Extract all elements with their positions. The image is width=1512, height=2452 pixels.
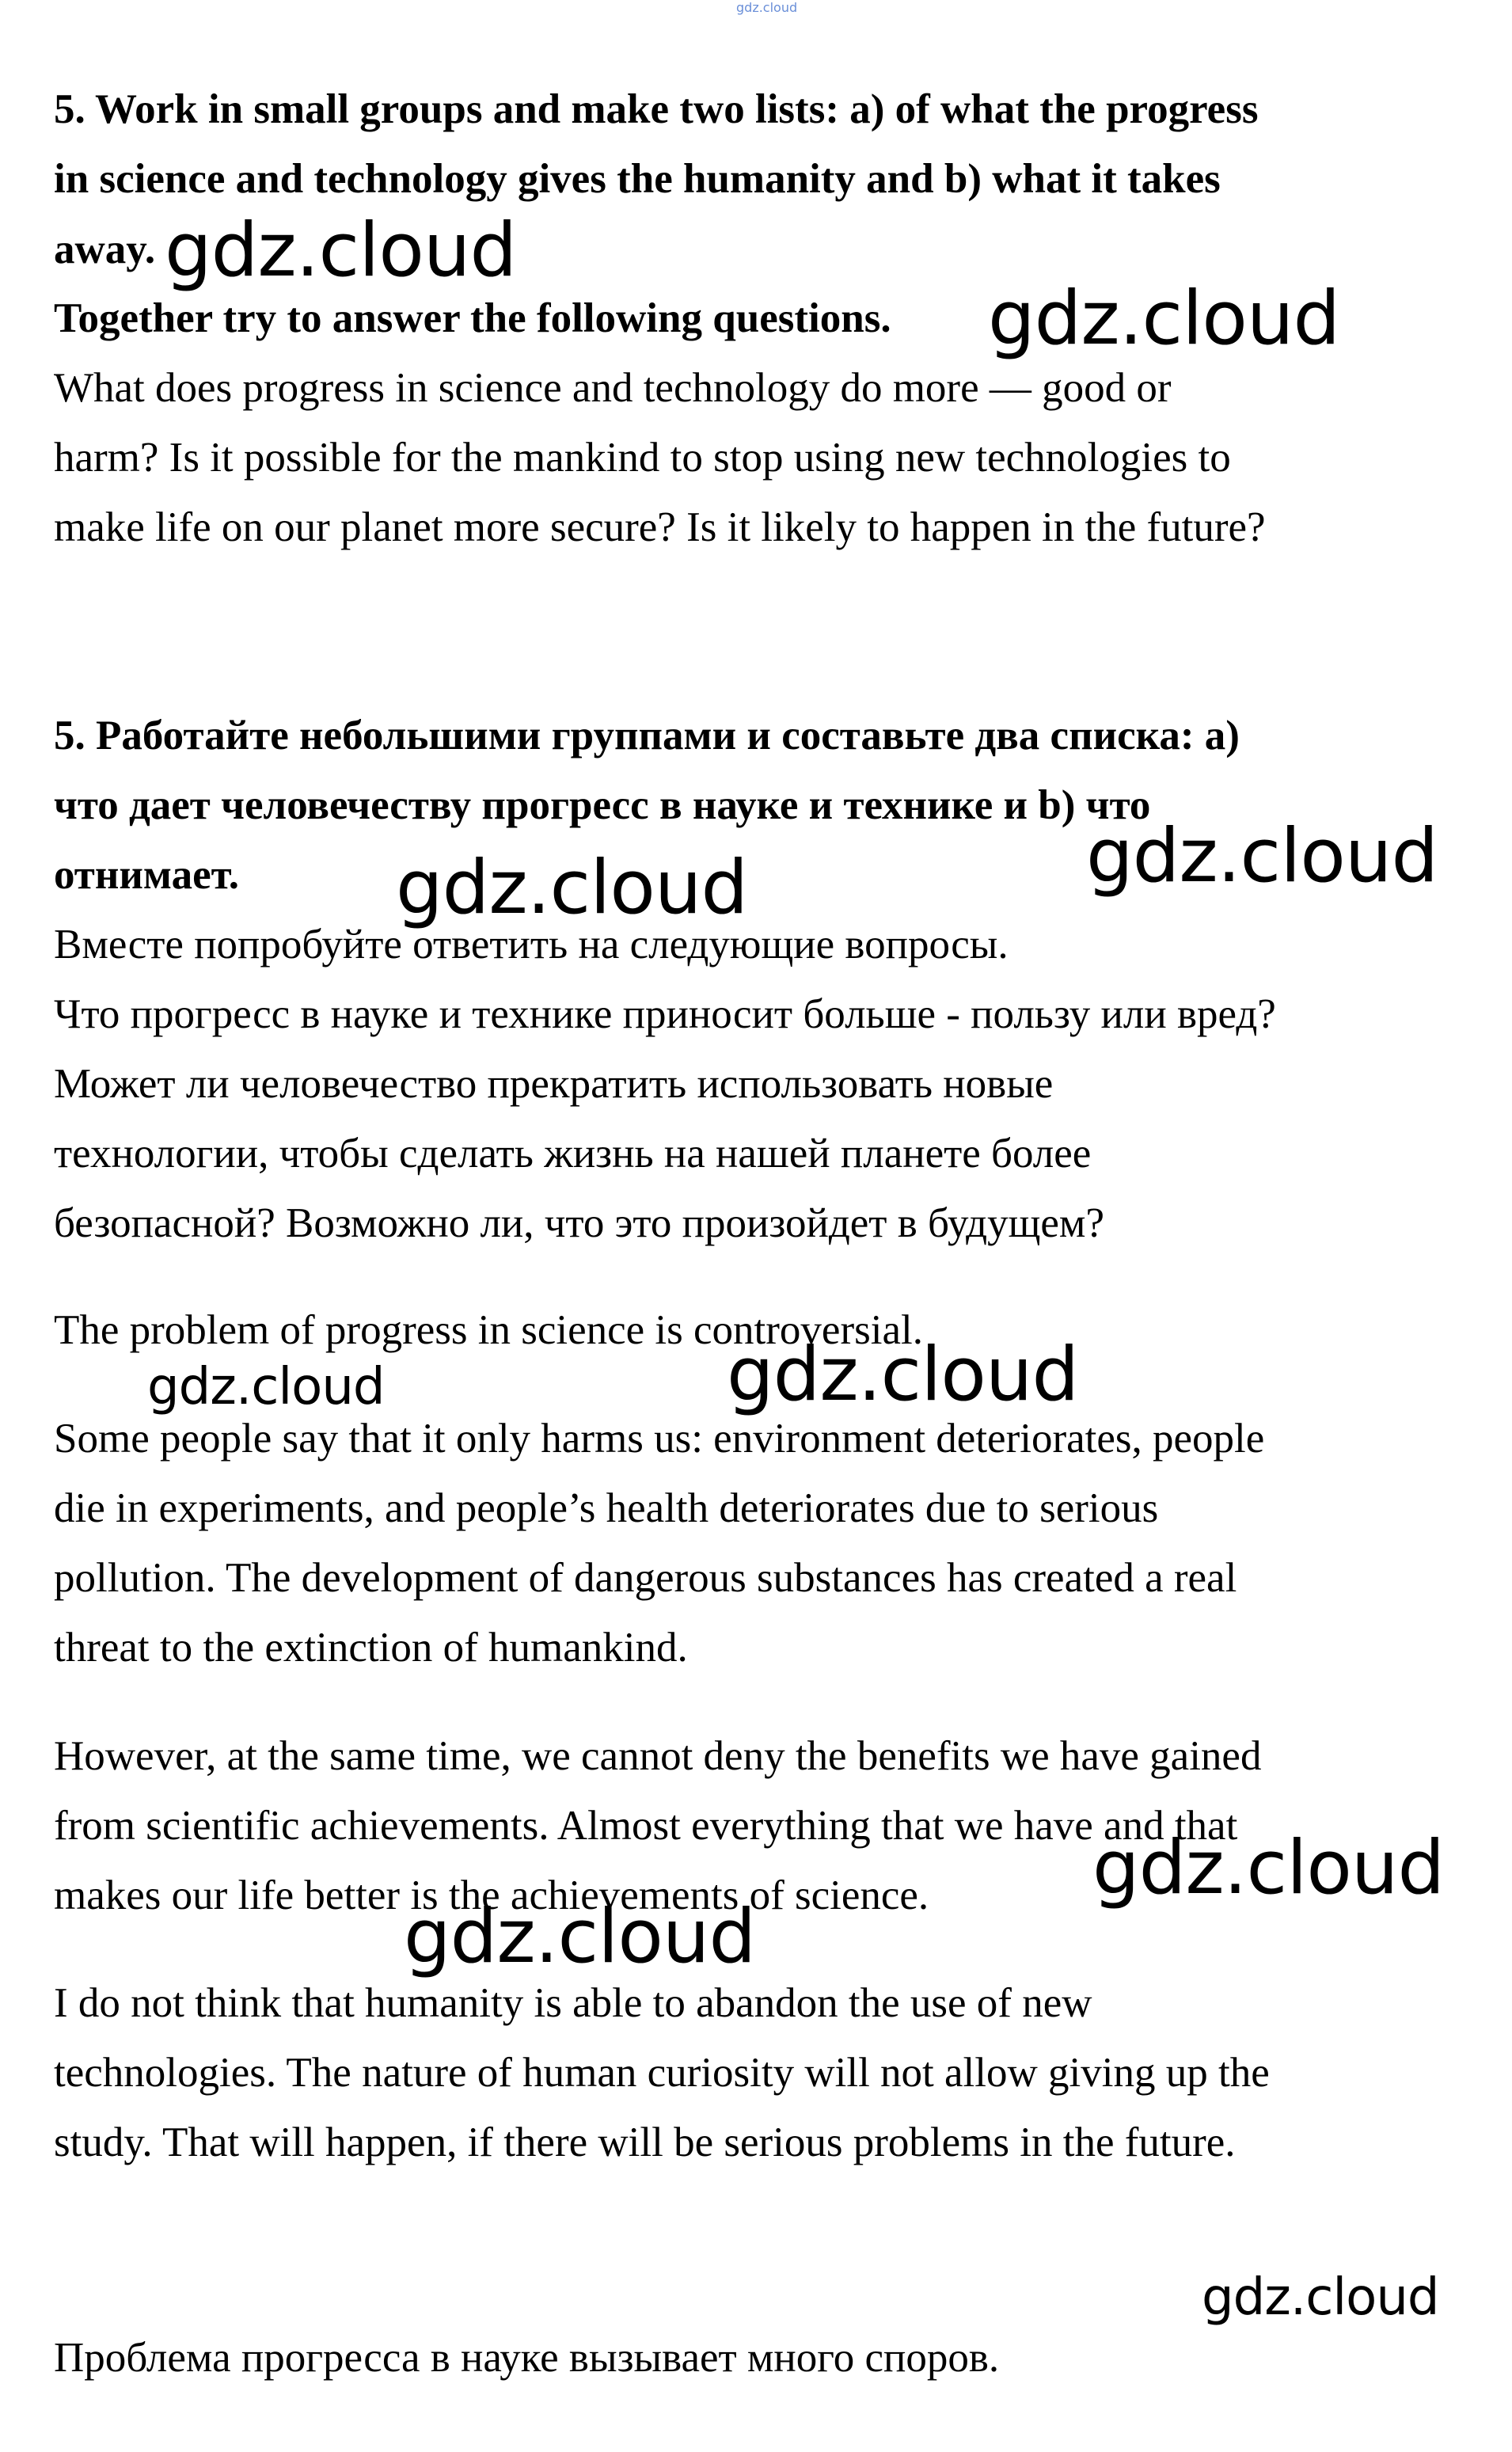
russian-question-line-1: Что прогресс в науке и технике приносит больше - пользу или вред? [54,991,1276,1037]
russian-task-line-2: что дает человечеству прогресс в науке и технике и b) что [54,782,1151,828]
russian-task-line-1: 5. Работайте небольшими группами и составьте два списка: а) [54,713,1240,758]
answer-paragraph-2-line-3: pollution. The development of dangerous substances has created a real [54,1555,1237,1601]
watermark: gdz.cloud [1202,2268,1439,2327]
answer-paragraph-2-line-2: die in experiments, and people’s health deteriorates due to serious [54,1485,1159,1531]
answer-paragraph-4-line-3: study. That will happen, if there will be serious problems in the future. [54,2119,1236,2165]
russian-question-line-3: технологии, чтобы сделать жизнь на нашей планете более [54,1131,1092,1177]
russian-question-line-4: безопасной? Возможно ли, что это произойдет в будущем? [54,1200,1104,1246]
russian-question-line-2: Может ли человечество прекратить использовать новые [54,1061,1054,1107]
watermark: gdz.cloud [1092,1825,1445,1911]
russian-task-line-3: отнимает. [54,852,239,898]
answer-paragraph-4-line-1: I do not think that humanity is able to abandon the use of new [54,1980,1092,2026]
english-question-line-1: What does progress in science and technology do more — good or [54,365,1172,411]
watermark: gdz.cloud [165,207,517,294]
watermark: gdz.cloud [988,276,1340,362]
answer-paragraph-1: The problem of progress in science is controversial. [54,1307,923,1353]
header-watermark: gdz.cloud [736,0,798,15]
answer-paragraph-2-line-4: threat to the extinction of humankind. [54,1625,688,1671]
english-task-line-1: 5. Work in small groups and make two lists: a) of what the progress [54,86,1259,132]
watermark: gdz.cloud [727,1332,1079,1418]
russian-task-instruction: Вместе попробуйте ответить на следующие вопросы. [54,922,1009,967]
watermark: gdz.cloud [1086,813,1438,899]
english-question-line-3: make life on our planet more secure? Is it likely to happen in the future? [54,504,1266,550]
answer-paragraph-4-line-2: technologies. The nature of human curiosity will not allow giving up the [54,2050,1270,2096]
watermark: gdz.cloud [404,1894,756,1980]
english-task-line-3: away. [54,226,156,272]
answer-paragraph-3-line-3: makes our life better is the achievements of science. [54,1872,929,1918]
watermark: gdz.cloud [147,1358,385,1416]
answer-russian-paragraph-1: Проблема прогресса в науке вызывает много споров. [54,2335,1000,2381]
english-question-line-2: harm? Is it possible for the mankind to stop using new technologies to [54,435,1231,481]
answer-paragraph-2-line-1: Some people say that it only harms us: environment deteriorates, people [54,1416,1265,1462]
english-task-line-2: in science and technology gives the humanity and b) what it takes [54,156,1221,202]
answer-paragraph-3-line-2: from scientific achievements. Almost everything that we have and that [54,1803,1238,1849]
watermark: gdz.cloud [396,845,748,931]
answer-paragraph-3-line-1: However, at the same time, we cannot deny the benefits we have gained [54,1733,1262,1779]
english-task-instruction: Together try to answer the following questions. [54,295,891,341]
